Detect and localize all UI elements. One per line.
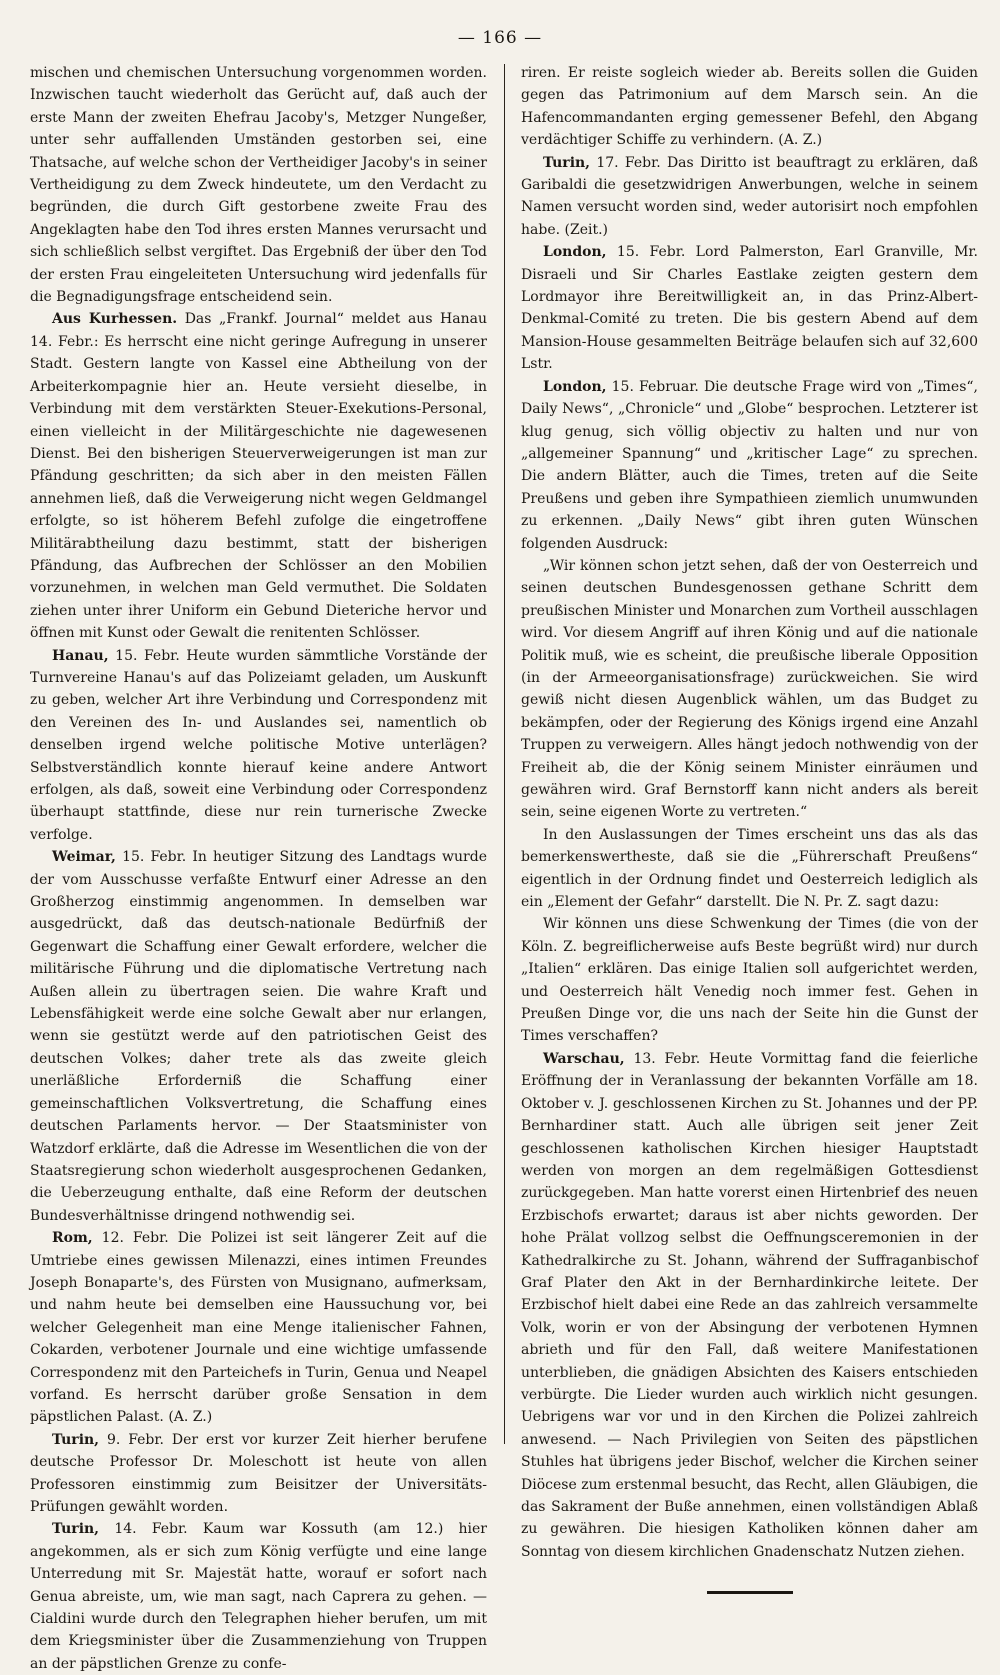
source-credit: (A. Z.) — [778, 132, 823, 149]
end-rule — [707, 1591, 793, 1594]
left-column — [30, 62, 488, 1672]
paragraph-text: In den Auslassungen der Times erscheint uns das als das bemerkenswertheste, daß sie die „Führerschaft Preußens“ eigentlich in der Ordnung findet und Oesterreich lediglich als ein „Element der Gefahr“ darstellt. Die N. Pr. Z. sagt dazu: — [521, 826, 978, 911]
columns — [30, 62, 979, 1672]
paragraph-text: 12. Febr. Die Polizei ist seit längerer Zeit auf die Umtriebe eines gewissen Milenazzi, eines intimen Freundes Joseph Bonaparte's, des Fürsten von Musignano, aufmerksam, und nahm heute bei demselben eine Haussuchung vor, bei welcher Gelegenheit man eine Menge italienischer Fahnen, Cokarden, verbotener Journale und eine wichtige umfassende Correspondenz mit den Parteichefs in Turin, Genua und Neapel vorfand. Es herrscht darüber große Sensation in dem päpstlichen Palast. — [30, 1230, 488, 1426]
dateline: Weimar, — [52, 849, 116, 866]
paragraph-text: Wir können uns diese Schwenkung der Times (die von der Köln. Z. begreiflicherweise aufs Beste begrüßt wird) nur durch „Italien“ erklären. Das einige Italien soll aufgerichtet werden, und Oesterreich hält Venedig noch immer fest. Gehen in Preußen Dinge vor, die uns nach der Seite hin die Gunst der Times verschaffen? — [521, 916, 978, 1045]
dateline: Hanau, — [52, 647, 109, 664]
paragraph-text: 15. Februar. Die deutsche Frage wird von „Times“, Daily News“, „Chronicle“ und „Globe“ besprochen. Letzterer ist klug genug, sich völlig objectiv zu halten und nur von „allgemeiner Spannung“ und „kritischer Lage“ zu sprechen. Die andern Blätter, auch die Times, treten auf die Seite Preußens und geben ihre Sympathieen ziemlich unumwunden zu erkennen. „Daily News“ gibt ihren guten Wünschen folgenden Ausdruck: — [521, 378, 978, 552]
article-paragraph — [30, 846, 487, 1227]
column-divider — [504, 64, 505, 1444]
article-paragraph — [521, 913, 978, 1047]
paragraph-text: 9. Febr. Der erst vor kurzer Zeit hierher berufene deutsche Professor Dr. Moleschott ist heute von allen Professoren einstimmig zum Beisitzer der Universitäts-Prüfungen gewählt worden. — [30, 1431, 488, 1515]
paragraph-text: 14. Febr. Kaum war Kossuth (am 12.) hier angekommen, als er sich zum König verfügte und eine lange Unterredung mit Sr. Majestät hatte, worauf er sofort nach Genua abreiste, um, wie man sagt, nach Caprera zu gehen. — Cialdini wurde durch den Telegraphen hieher berufen, um mit dem Kriegsminister über die Zusammenziehung von Truppen an der päpstlichen Grenze zu confe- — [30, 1521, 487, 1672]
paragraph-text: 15. Febr. Heute wurden sämmtliche Vorstände der Turnvereine Hanau's auf das Polizeiamt geladen, um Auskunft zu geben, welcher Art ihre Verbindung und Correspondenz mit den Vereinen des In- und Auslandes sei, namentlich ob denselben irgend welche politische Motive unterlägen? Selbstverständlich konnte hierauf keine andere Antwort erfolgen, als daß, soweit eine Verbindung oder Correspondenz überhaupt stattfinde, diese nur rein turnerische Zwecke verfolge. — [30, 647, 487, 843]
article-paragraph — [30, 645, 487, 847]
article-paragraph — [521, 241, 978, 375]
dateline: Turin, — [543, 154, 591, 171]
article-paragraph — [30, 1518, 487, 1675]
source-credit: (Zeit.) — [564, 221, 609, 238]
dateline: London, — [543, 244, 607, 261]
article-paragraph — [30, 62, 487, 308]
paragraph-text: „Wir können schon jetzt sehen, daß der von Oesterreich und seinen deutschen Bundesgenossen gethane Schritt dem preußischen Minister und Monarchen zum Vortheil ausschlagen wird. Vor diesem Angriff auf ihren König und auf die nationale Politik muß, wie es scheint, die preußische liberale Opposition (in der Armeeorganisationsfrage) zurückweichen. Sie wird gewiß nicht diesen Augenblick wählen, um das Budget zu bekämpfen, oder der Regierung des Königs irgend eine Anzahl Truppen zu verweigern. Alles hängt jedoch nothwendig von der Freiheit ab, die der König seinem Minister einräumen und gewähren wird. Graf Bernstorff kann nicht anders als bereit sein, seine eigenen Worte zu vertreten.“ — [521, 557, 978, 821]
paragraph-text: 15. Febr. Lord Palmerston, Earl Granville, Mr. Disraeli und Sir Charles Eastlake zeigten gestern dem Lordmayor ihre Bereitwilligkeit an, in das Prinz-Albert-Denkmal-Comité zu treten. Die bis gestern Abend auf dem Mansion-House gesammelten Beiträge belaufen sich auf 32,600 Lstr. — [521, 244, 979, 373]
dateline: Aus Kurhessen. — [52, 311, 178, 328]
article-paragraph — [521, 62, 978, 152]
dateline: London, — [543, 378, 607, 395]
article-paragraph — [521, 376, 978, 555]
article-paragraph — [30, 308, 487, 644]
article-paragraph — [521, 1048, 978, 1563]
dateline: Warschau, — [543, 1050, 625, 1067]
paragraph-text: 13. Febr. Heute Vormittag fand die feierliche Eröffnung der in Veranlassung der bekannten Vorfälle am 18. Oktober v. J. geschlossenen Kirchen zu St. Johannes und der PP. Bernhardiner statt. Auch alle übrigen seit jener Zeit geschlossenen katholischen Kirchen hiesiger Hauptstadt werden von morgen an dem regelmäßigen Gottesdienst zurückgegeben. Man hatte vorerst einen Hirtenbrief des neuen Erzbischofs erwartet; daraus ist aber nichts geworden. Der hohe Prälat vollzog selbst die Oeffnungsceremonien in der Kathedralkirche zu St. Johann, während der Suffraganbischof Graf Plater den Akt in der Bernhardinkirche leitete. Der Erzbischof hielt dabei eine Rede an das zahlreich versammelte Volk, worin er von der Absingung der verbotenen Hymnen abrieth und für den Fall, daß weitere Manifestationen unterblieben, die gnädigen Absichten des Kaisers entschieden verbürgte. Die Lieder wurden auch wirklich nicht gesungen. Uebrigens war vor und in den Kirchen die Polizei zahlreich anwesend. — Nach Privilegien von Seiten des päpstlichen Stuhles hat übrigens jeder Bischof, welcher die Kirchen seiner Diöcese zum erstenmal besucht, das Recht, allen Gläubigen, die das Sakrament der Buße annehmen, einen vollständigen Ablaß zu gewähren. Die hiesigen Katholiken können daher am Sonntag von diesem kirchlichen Gnadenschatz Nutzen ziehen. — [521, 1050, 978, 1560]
dateline: Turin, — [52, 1521, 100, 1538]
article-paragraph — [521, 824, 978, 914]
page-number: — 166 — — [457, 28, 543, 48]
right-column — [521, 62, 979, 1560]
paragraph-text: mischen und chemischen Untersuchung vorgenommen worden. Inzwischen taucht wiederholt das Gerücht auf, daß auch der erste Mann der zweiten Ehefrau Jacoby's, Metzger Nungeßer, unter sehr auffallenden Umständen gestorben sei, eine Thatsache, auf welche schon der Vertheidiger Jacoby's in seiner Vertheidigung zu dem Zweck hindeutete, um den Verdacht zu begründen, die durch Gift gestorbene zweite Frau des Angeklagten habe den Tod ihres ersten Mannes verursacht und sich schließlich selbst vergiftet. Das Ergebniß der über den Tod der ersten Frau eingeleiteten Untersuchung wird jedenfalls für die Begnadigungsfrage entscheidend sein. — [30, 65, 487, 306]
dateline: Turin, — [52, 1431, 100, 1448]
article-paragraph — [521, 555, 978, 824]
dateline: Rom, — [52, 1230, 93, 1247]
paragraph-text: riren. Er reiste sogleich wieder ab. Bereits sollen die Guiden gegen das Patrimonium auf dem Marsch sein. An die Hafencommandanten erging gemessener Befehl, den Abgang verdächtiger Schiffe zu verhindern. — [521, 65, 978, 149]
article-paragraph — [521, 152, 978, 242]
article-paragraph — [30, 1429, 487, 1519]
paragraph-text: Das „Frankf. Journal“ meldet aus Hanau 14. Febr.: Es herrscht eine nicht geringe Aufregung in unserer Stadt. Gestern langte von Kassel eine Abtheilung von der Arbeiterkompagnie hier an. Heute versieht dieselbe, in Verbindung mit dem verstärkten Steuer-Exekutions-Personal, einen vielleicht in der Militärgeschichte nie dagewesenen Dienst. Bei den bisherigen Steuerverweigerungen ist man zur Pfändung geschritten; da sich aber in den meisten Fällen annehmen ließ, daß die Verweigerung nicht wegen Geldmangel erfolgte, so ist höherem Befehl zufolge die eingetroffene Militärabtheilung dazu bestimmt, statt der bisherigen Pfändung, das Aufbrechen der Schlösser an den Mobilien vorzunehmen, in welchen man Geld vermuthet. Die Soldaten ziehen unter ihrer Uniform ein Gebund Dieteriche hervor und öffnen mit Kunst oder Gewalt die renitenten Schlösser. — [30, 311, 487, 642]
paragraph-text: 17. Febr. Das Diritto ist beauftragt zu erklären, daß Garibaldi die gesetzwidrigen Anwerbungen, welche in seinem Namen versucht worden sind, weder autorisirt noch empfohlen habe. — [521, 154, 979, 238]
paragraph-text: 15. Febr. In heutiger Sitzung des Landtags wurde der vom Ausschusse verfaßte Entwurf einer Adresse an den Großherzog einstimmig angenommen. In demselben war ausgedrückt, daß das deutsch-nationale Bedürfniß der Gegenwart die Schaffung einer Gewalt erfordere, welcher die militärische Führung und die diplomatische Vertretung nach Außen allein zu übertragen seien. Die wahre Kraft und Lebensfähigkeit werde eine solche Gewalt aber nur erlangen, wenn sie gestützt werde auf den patriotischen Geist des deutschen Volkes; daher trete als das zweite gleich unerläßliche Erforderniß die Schaffung einer gemeinschaftlichen Volksvertretung, die Schaffung eines deutschen Parlaments hervor. — Der Staatsminister von Watzdorf erklärte, daß die Adresse im Wesentlichen die von der Staatsregierung schon wiederholt ausgesprochenen Gedanken, die Ueberzeugung enthalte, daß eine Reform der deutschen Bundesverhältnisse dringend nothwendig sei. — [30, 849, 487, 1224]
source-credit: (A. Z.) — [168, 1409, 213, 1426]
article-paragraph — [30, 1227, 487, 1429]
